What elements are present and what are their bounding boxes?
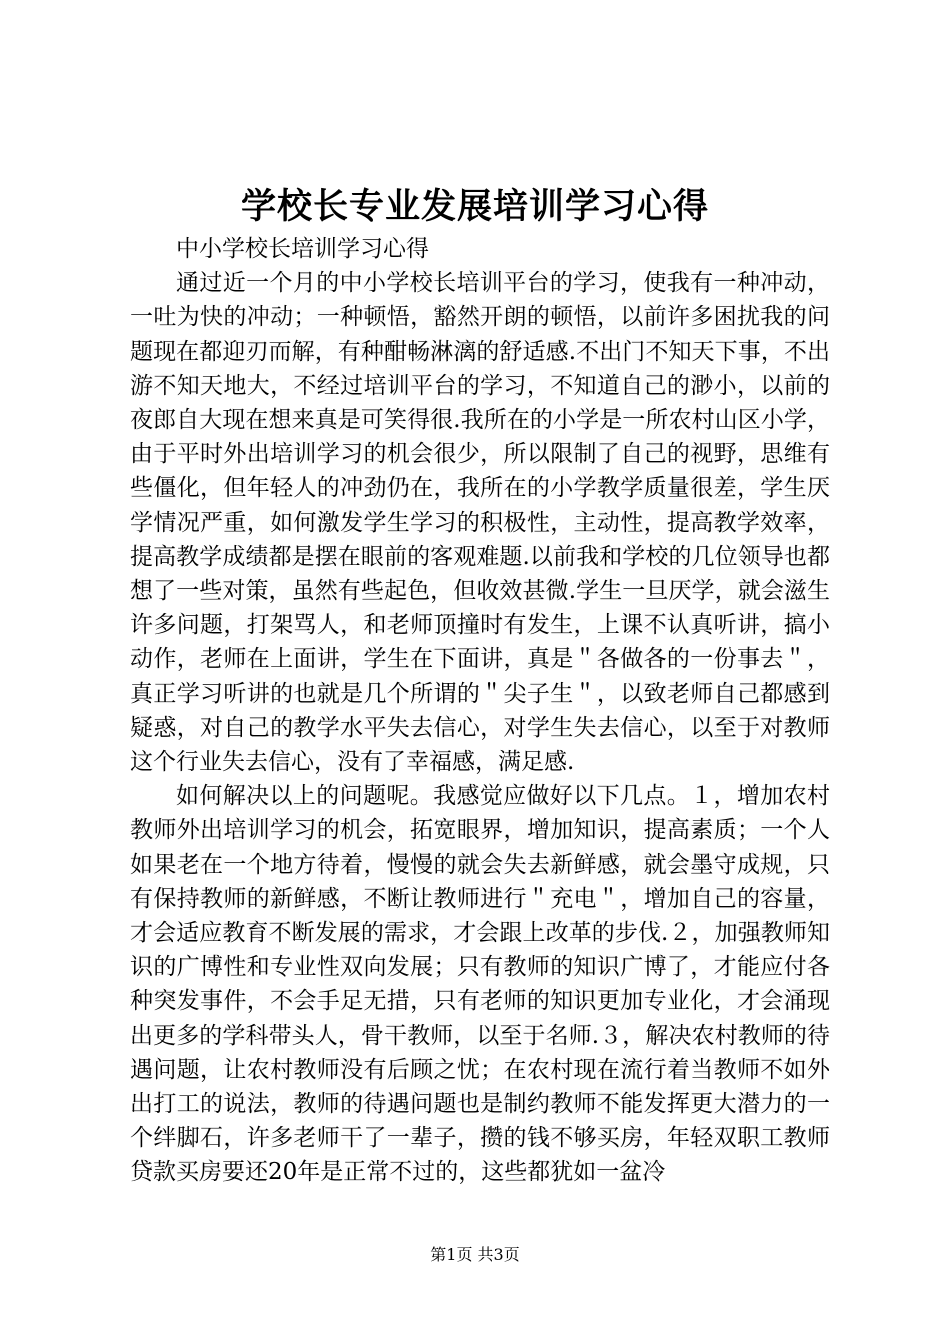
document-body xyxy=(130,232,830,1190)
paragraph: 如何解决以上的问题呢。我感觉应做好以下几点。１，增加农村教师外出培训学习的机会，拓宽眼界，增加知识，提高素质；一个人如果老在一个地方待着，慢慢的就会失去新鲜感，就会墨守成规，只有保持教师的新鲜感，不断让教师进行＂充电＂，增加自己的容量，才会适应教育不断发展的需求，才会跟上改革的步伐.２，加强教师知识的广博性和专业性双向发展；只有教师的知识广博了，才能应付各种突发事件，不会手足无措，只有老师的知识更加专业化，才会涌现出更多的学科带头人，骨干教师，以至于名师.３，解决农村教师的待遇问题，让农村教师没有后顾之忧；在农村现在流行着当教师不如外出打工的说法，教师的待遇问题也是制约教师不能发挥更大潜力的一个绊脚石，许多老师干了一辈子，攒的钱不够买房，年轻双职工教师贷款买房要还20年是正常不过的，这些都犹如一盆冷 xyxy=(130,783,830,1186)
paragraph-subtitle: 中小学校长培训学习心得 xyxy=(176,236,429,262)
document-title: 学校长专业发展培训学习心得 xyxy=(240,186,709,227)
page-number-footer: 第1页 共3页 xyxy=(430,1245,520,1264)
paragraph: 通过近一个月的中小学校长培训平台的学习，使我有一种冲动，一吐为快的冲动；一种顿悟，豁然开朗的顿悟，以前许多困扰我的问题现在都迎刃而解，有种酣畅淋漓的舒适感.不出门不知天下事，不出游不知天地大，不经过培训平台的学习，不知道自己的渺小，以前的夜郎自大现在想来真是可笑得很.我所在的小学是一所农村山区小学，由于平时外出培训学习的机会很少，所以限制了自己的视野，思维有些僵化，但年轻人的冲劲仍在，我所在的小学教学质量很差，学生厌学情况严重，如何激发学生学习的积极性，主动性，提高教学效率，提高教学成绩都是摆在眼前的客观难题.以前我和学校的几位领导也都想了一些对策，虽然有些起色，但收效甚微.学生一旦厌学，就会滋生许多问题，打架骂人，和老师顶撞时有发生，上课不认真听讲，搞小动作，老师在上面讲，学生在下面讲，真是＂各做各的一份事去＂，真正学习听讲的也就是几个所谓的＂尖子生＂，以致老师自己都感到疑惑，对自己的教学水平失去信心，对学生失去信心，以至于对教师这个行业失去信心，没有了幸福感，满足感. xyxy=(130,270,830,776)
